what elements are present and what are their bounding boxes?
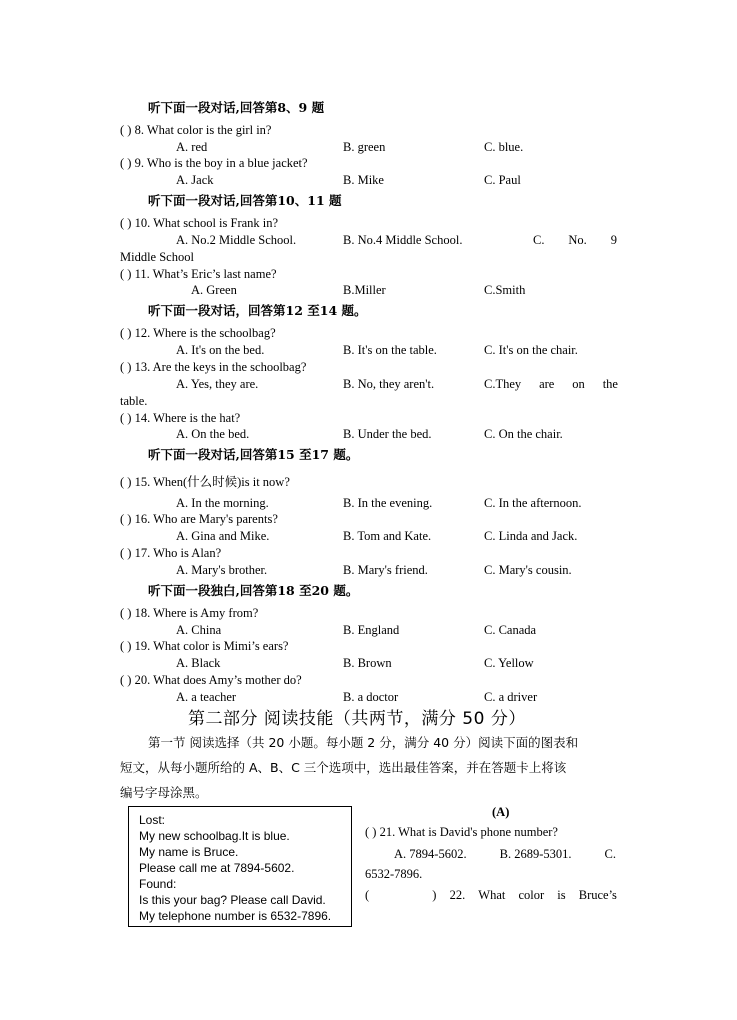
section-heading: 听下面一段独白,回答第18 至20 题。 <box>148 583 359 598</box>
question-16: ( ) 16. Who are Mary's parents? <box>120 512 278 526</box>
option-b: B. Brown <box>343 656 392 670</box>
option-c: C. blue. <box>484 140 524 154</box>
section-heading: 听下面一段对话，回答第12 至14 题。 <box>148 303 367 318</box>
q22-bracket-open: ( <box>365 888 370 902</box>
option-a: A. Green <box>191 283 237 297</box>
option-b: B.Miller <box>343 283 386 297</box>
notice-line: Lost: <box>139 813 166 827</box>
question-12: ( ) 12. Where is the schoolbag? <box>120 326 276 340</box>
notice-line: My new schoolbag.It is blue. <box>139 829 290 843</box>
option-a: A. 7894-5602. <box>394 847 467 861</box>
option-a: A. red <box>176 140 208 154</box>
option-a: A. Yes, they are. <box>176 377 259 391</box>
section-a-label: (A) <box>492 805 510 819</box>
question-10: ( ) 10. What school is Frank in? <box>120 216 279 230</box>
option-c-word: are <box>539 377 555 391</box>
question-11: ( ) 11. What’s Eric’s last name? <box>120 267 277 281</box>
option-b: B. England <box>343 623 400 637</box>
q21-options <box>394 846 616 862</box>
option-c: C. Linda and Jack. <box>484 529 578 543</box>
option-c-wrap <box>484 376 618 392</box>
option-a: A. In the morning. <box>176 496 269 510</box>
option-a: A. Jack <box>176 173 214 187</box>
option-a: A. No.2 Middle School. <box>176 233 297 247</box>
option-c: C. It's on the chair. <box>484 343 578 357</box>
notice-line: Please call me at 7894-5602. <box>139 861 295 875</box>
question-15: ( ) 15. When(什么时候)is it now? <box>120 475 290 489</box>
option-a: A. Gina and Mike. <box>176 529 270 543</box>
option-c-continued: 6532-7896. <box>365 867 423 881</box>
option-c: C. On the chair. <box>484 427 563 441</box>
option-a: A. It's on the bed. <box>176 343 265 357</box>
option-c: C. a driver <box>484 690 538 704</box>
notice-line: My name is Bruce. <box>139 845 239 859</box>
section-heading: 听下面一段对话,回答第8、9 题 <box>148 100 325 115</box>
option-b: B. It's on the table. <box>343 343 437 357</box>
option-a: A. On the bed. <box>176 427 250 441</box>
option-c-word: 9 <box>610 233 617 247</box>
q22-word: color <box>518 888 545 902</box>
notice-line: Is this your bag? Please call David. <box>139 893 326 907</box>
notice-line: Found: <box>139 877 177 891</box>
q22-word: is <box>557 888 566 902</box>
instructions-line-3: 编号字母涂黑。 <box>120 785 208 800</box>
option-b: B. Mike <box>343 173 384 187</box>
option-c-continued: table. <box>120 394 148 408</box>
option-c: C. Paul <box>484 173 521 187</box>
option-c: C. <box>533 233 545 247</box>
option-c-word: the <box>602 377 618 391</box>
option-a: A. Mary's brother. <box>176 563 268 577</box>
q22-number: 22. <box>449 888 466 902</box>
option-a: A. a teacher <box>176 690 237 704</box>
question-8: ( ) 8. What color is the girl in? <box>120 123 272 137</box>
option-b: B. 2689-5301. <box>499 847 572 861</box>
notice-line: My telephone number is 6532-7896. <box>139 909 332 923</box>
question-18: ( ) 18. Where is Amy from? <box>120 606 259 620</box>
option-b: B. In the evening. <box>343 496 433 510</box>
part-title: 第二部分 阅读技能（共两节，满分 50 分） <box>188 709 526 729</box>
option-c: C. Yellow <box>484 656 534 670</box>
option-c: C. Canada <box>484 623 537 637</box>
option-c-word: No. <box>568 233 587 247</box>
option-a: A. Black <box>176 656 221 670</box>
option-c: C.They <box>484 377 522 391</box>
section-heading: 听下面一段对话,回答第15 至17 题。 <box>148 447 359 462</box>
option-c: C. Mary's cousin. <box>484 563 572 577</box>
option-b: B. a doctor <box>343 690 399 704</box>
option-c-continued: Middle School <box>120 250 194 264</box>
option-b: B. No, they aren't. <box>343 377 435 391</box>
question-19: ( ) 19. What color is Mimi’s ears? <box>120 639 289 653</box>
section-heading: 听下面一段对话,回答第10、11 题 <box>148 193 342 208</box>
option-a: A. China <box>176 623 222 637</box>
question-9: ( ) 9. Who is the boy in a blue jacket? <box>120 156 308 170</box>
question-21: ( ) 21. What is David's phone number? <box>365 825 558 839</box>
question-14: ( ) 14. Where is the hat? <box>120 411 241 425</box>
option-b: B. Mary's friend. <box>343 563 428 577</box>
option-c: C. <box>604 847 616 861</box>
option-c: C. In the afternoon. <box>484 496 582 510</box>
option-c-word: on <box>572 377 585 391</box>
question-22 <box>365 887 617 903</box>
instructions-line-1: 第一节 阅读选择（共 20 小题。每小题 2 分，满分 40 分）阅读下面的图表和 <box>148 735 579 750</box>
option-c: C.Smith <box>484 283 526 297</box>
q22-bracket-close: ) <box>432 888 437 902</box>
question-13: ( ) 13. Are the keys in the schoolbag? <box>120 360 307 374</box>
option-c-wrap <box>533 232 617 248</box>
option-b: B. Tom and Kate. <box>343 529 432 543</box>
q22-word: What <box>478 888 506 902</box>
option-b: B. No.4 Middle School. <box>343 233 463 247</box>
option-b: B. Under the bed. <box>343 427 432 441</box>
q22-word: Bruce’s <box>578 888 617 902</box>
instructions-line-2: 短文，从每小题所给的 A、B、C 三个选项中，选出最佳答案，并在答题卡上将该 <box>120 760 567 775</box>
notice-box <box>128 806 352 927</box>
option-b: B. green <box>343 140 386 154</box>
question-17: ( ) 17. Who is Alan? <box>120 546 222 560</box>
question-20: ( ) 20. What does Amy’s mother do? <box>120 673 302 687</box>
